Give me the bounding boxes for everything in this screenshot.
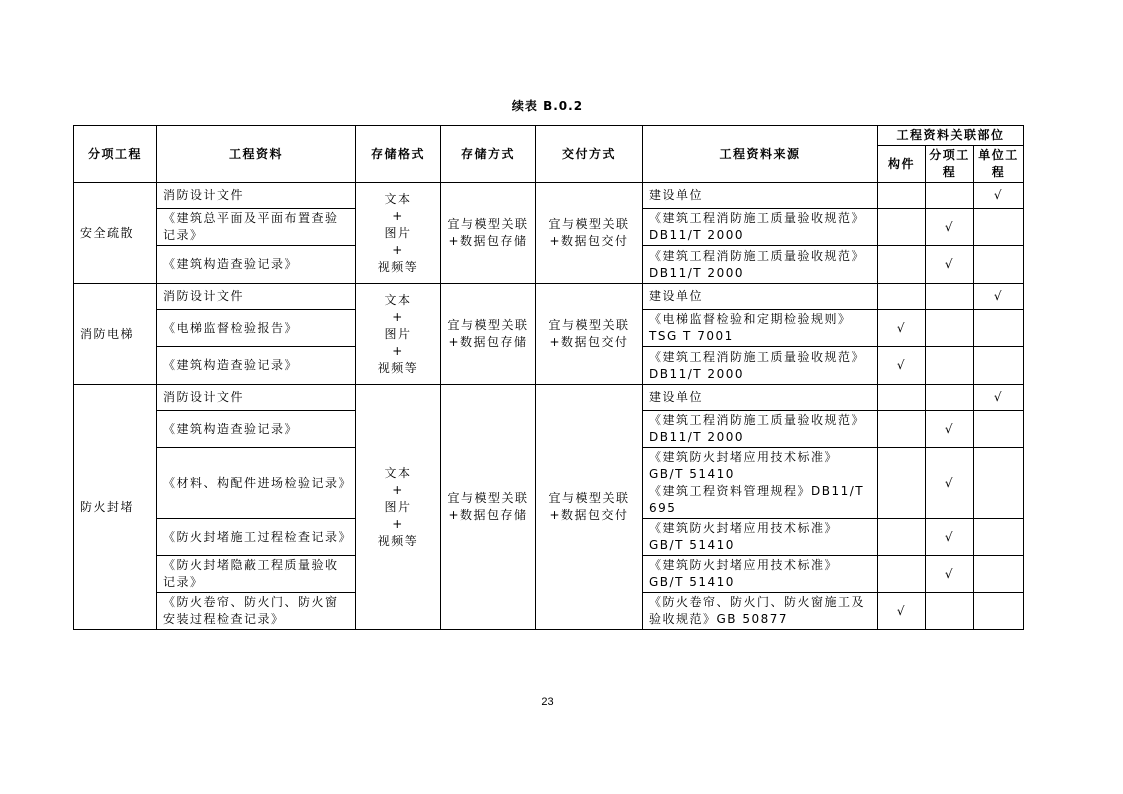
unit-project-check [974, 411, 1024, 448]
source-cell: 《建筑工程消防施工质量验收规范》DB11/T 2000 [643, 411, 878, 448]
component-check [878, 284, 926, 310]
storage-method-cell: 宜与模型关联+数据包存储 [441, 385, 536, 630]
component-check [878, 519, 926, 556]
table-body [74, 183, 1024, 630]
material-cell: 《防火封堵隐蔽工程质量验收记录》 [157, 556, 356, 593]
sub-project-check [926, 347, 974, 385]
header-unit-project: 单位工程 [974, 146, 1024, 183]
table-header [74, 126, 1024, 183]
source-cell: 《电梯监督检验和定期检验规则》TSG T 7001 [643, 310, 878, 347]
component-check: √ [878, 310, 926, 347]
material-cell: 《防火封堵施工过程检查记录》 [157, 519, 356, 556]
unit-project-check [974, 310, 1024, 347]
component-check [878, 183, 926, 209]
source-cell: 《防火卷帘、防火门、防火窗施工及验收规范》GB 50877 [643, 593, 878, 630]
sub-project-check: √ [926, 448, 974, 519]
unit-project-check [974, 209, 1024, 246]
unit-project-check [974, 556, 1024, 593]
sub-project-check [926, 593, 974, 630]
source-cell: 建设单位 [643, 284, 878, 310]
sub-project-check: √ [926, 519, 974, 556]
delivery-method-cell: 宜与模型关联+数据包交付 [536, 385, 643, 630]
component-check [878, 411, 926, 448]
header-material: 工程资料 [157, 126, 356, 183]
subdivision-cell: 消防电梯 [74, 284, 157, 385]
header-source: 工程资料来源 [643, 126, 878, 183]
header-delivery-method: 交付方式 [536, 126, 643, 183]
storage-format-cell: 文本 + 图片 + 视频等 [356, 385, 441, 630]
unit-project-check [974, 593, 1024, 630]
header-storage-format: 存储格式 [356, 126, 441, 183]
header-subdivision: 分项工程 [74, 126, 157, 183]
header-assoc-group: 工程资料关联部位 [878, 126, 1024, 146]
sub-project-check: √ [926, 209, 974, 246]
material-cell: 《电梯监督检验报告》 [157, 310, 356, 347]
material-cell: 《建筑构造查验记录》 [157, 411, 356, 448]
component-check [878, 385, 926, 411]
source-cell: 建设单位 [643, 183, 878, 209]
component-check [878, 209, 926, 246]
table-caption: 续表 B.0.2 [511, 99, 584, 113]
material-cell: 《建筑构造查验记录》 [157, 246, 356, 284]
delivery-method-cell: 宜与模型关联+数据包交付 [536, 284, 643, 385]
page-number: 23 [541, 696, 554, 708]
sub-project-check [926, 310, 974, 347]
subdivision-cell: 安全疏散 [74, 183, 157, 284]
material-cell: 消防设计文件 [157, 284, 356, 310]
unit-project-check: √ [974, 385, 1024, 411]
sub-project-check [926, 385, 974, 411]
material-cell: 消防设计文件 [157, 385, 356, 411]
table-row [74, 385, 1024, 411]
source-cell: 《建筑工程消防施工质量验收规范》DB11/T 2000 [643, 347, 878, 385]
unit-project-check [974, 448, 1024, 519]
sub-project-check: √ [926, 246, 974, 284]
component-check: √ [878, 347, 926, 385]
source-cell: 《建筑防火封堵应用技术标准》GB/T 51410 《建筑工程资料管理规程》DB11/T 695 [643, 448, 878, 519]
component-check: √ [878, 593, 926, 630]
material-cell: 《材料、构配件进场检验记录》 [157, 448, 356, 519]
unit-project-check: √ [974, 183, 1024, 209]
storage-format-cell: 文本 + 图片 + 视频等 [356, 284, 441, 385]
sub-project-check: √ [926, 556, 974, 593]
table-row [74, 183, 1024, 209]
header-sub-project: 分项工程 [926, 146, 974, 183]
sub-project-check: √ [926, 411, 974, 448]
storage-method-cell: 宜与模型关联+数据包存储 [441, 284, 536, 385]
source-cell: 《建筑工程消防施工质量验收规范》DB11/T 2000 [643, 209, 878, 246]
unit-project-check [974, 519, 1024, 556]
storage-format-cell: 文本 + 图片 + 视频等 [356, 183, 441, 284]
sub-project-check [926, 284, 974, 310]
component-check [878, 448, 926, 519]
material-cell: 消防设计文件 [157, 183, 356, 209]
source-cell: 《建筑防火封堵应用技术标准》GB/T 51410 [643, 556, 878, 593]
unit-project-check [974, 246, 1024, 284]
sub-project-check [926, 183, 974, 209]
component-check [878, 556, 926, 593]
material-cell: 《建筑总平面及平面布置查验记录》 [157, 209, 356, 246]
spec-table [73, 125, 1024, 630]
header-storage-method: 存储方式 [441, 126, 536, 183]
table-row [74, 284, 1024, 310]
source-cell: 建设单位 [643, 385, 878, 411]
source-cell: 《建筑工程消防施工质量验收规范》DB11/T 2000 [643, 246, 878, 284]
component-check [878, 246, 926, 284]
subdivision-cell: 防火封堵 [74, 385, 157, 630]
delivery-method-cell: 宜与模型关联+数据包交付 [536, 183, 643, 284]
storage-method-cell: 宜与模型关联+数据包存储 [441, 183, 536, 284]
source-cell: 《建筑防火封堵应用技术标准》GB/T 51410 [643, 519, 878, 556]
material-cell: 《防火卷帘、防火门、防火窗安装过程检查记录》 [157, 593, 356, 630]
unit-project-check [974, 347, 1024, 385]
unit-project-check: √ [974, 284, 1024, 310]
header-component: 构件 [878, 146, 926, 183]
material-cell: 《建筑构造查验记录》 [157, 347, 356, 385]
